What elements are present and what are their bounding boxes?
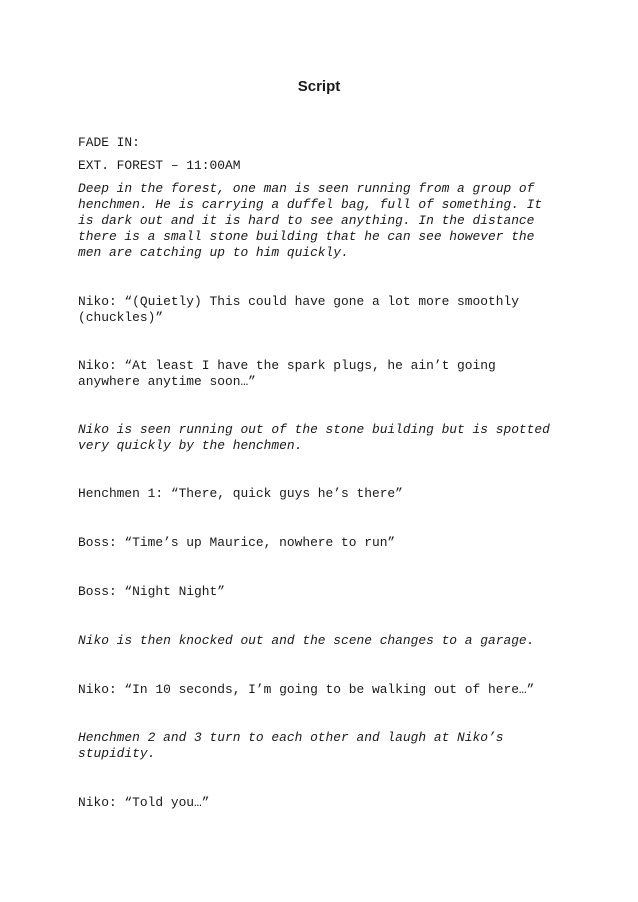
- dialogue-line: Boss: “Night Night”: [78, 584, 225, 599]
- dialogue-line: Boss: “Time’s up Maurice, nowhere to run”: [78, 535, 396, 550]
- dialogue-line: Niko: “Told you…”: [78, 795, 210, 810]
- action-line: is dark out and it is hard to see anything. In the distance: [78, 213, 535, 228]
- page-title: Script: [297, 78, 341, 95]
- dialogue-line: Henchmen 1: “There, quick guys he’s there”: [78, 486, 403, 501]
- action-line: stupidity.: [78, 746, 156, 761]
- dialogue-line: anywhere anytime soon…”: [78, 374, 256, 389]
- action-line: Henchmen 2 and 3 turn to each other and laugh at Niko’s: [78, 730, 504, 745]
- action-line: Deep in the forest, one man is seen running from a group of: [78, 181, 535, 196]
- dialogue-line: Niko: “At least I have the spark plugs, he ain’t going: [78, 358, 496, 373]
- action-line: there is a small stone building that he can see however the: [78, 229, 535, 244]
- action-line: men are catching up to him quickly.: [78, 245, 349, 260]
- dialogue-line: Niko: “In 10 seconds, I’m going to be walking out of here…”: [78, 682, 535, 697]
- dialogue-line: Niko: “(Quietly) This could have gone a lot more smoothly: [78, 294, 519, 309]
- transition-fade-in: FADE IN:: [78, 135, 140, 150]
- action-line: Niko is then knocked out and the scene changes to a garage.: [78, 633, 535, 648]
- action-line: very quickly by the henchmen.: [78, 438, 303, 453]
- action-line: henchmen. He is carrying a duffel bag, full of something. It: [78, 197, 543, 212]
- dialogue-line: (chuckles)”: [78, 310, 164, 325]
- scene-heading: EXT. FOREST – 11:00AM: [78, 158, 241, 173]
- action-line: Niko is seen running out of the stone building but is spotted: [78, 422, 550, 437]
